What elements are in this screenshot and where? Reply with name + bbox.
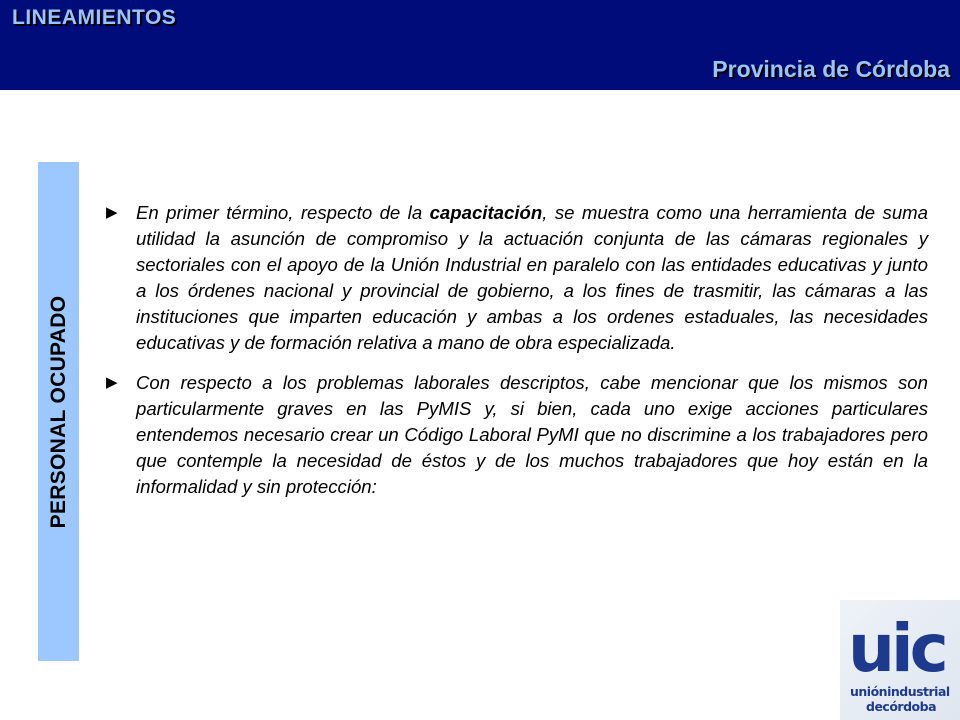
logo-letters: uic [848, 610, 945, 687]
side-section-bar [38, 162, 79, 661]
logo-text-line-2: decórdoba [866, 699, 937, 714]
triangle-bullet-icon: ▶ [106, 204, 118, 221]
bullet-text-1-before: En primer término, respecto de la [136, 202, 430, 223]
bullet-text-1-emphasis: capacitación [429, 202, 543, 223]
page-subtitle: Provincia de Córdoba [712, 56, 950, 82]
triangle-bullet-icon: ▶ [106, 374, 118, 391]
bullet-text-2: Con respecto a los problemas laborales descriptos, cabe mencionar que los mismos son particularmente graves en las PyMIS y, si bien, cada uno exige acciones particulares entendemos necesario crear un Código Laboral PyMI que no discrimine a los trabajadores pero que contemple la necesidad de éstos y de los muchos trabajadores que hoy están en la informalidad y sin protección: [136, 372, 928, 497]
uic-logo [840, 600, 960, 720]
bullet-text-1-after: , se muestra como una herramienta de suma utilidad la asunción de compromiso y la actuación conjunta de las cámaras regionales y sectoriales con el apoyo de la Unión Industrial en paralelo con las entidades educativas y junto a los órdenes nacional y provincial de gobierno, a los fines de trasmitir, las cámaras a las instituciones que imparten educación y ambas a los ordenes estaduales, las necesidades educativas y de formación relativa a mano de obra especializada. [136, 202, 928, 353]
bullet-text-1 [136, 200, 928, 356]
content-area [106, 200, 928, 514]
header-bar [0, 0, 960, 90]
logo-text-line-1: uniónindustrial [850, 684, 950, 699]
bullet-item-2 [106, 370, 928, 500]
page-title: LINEAMIENTOS [12, 6, 177, 29]
section-label: PERSONAL OCUPADO [46, 295, 70, 528]
bullet-item-1 [106, 200, 928, 356]
